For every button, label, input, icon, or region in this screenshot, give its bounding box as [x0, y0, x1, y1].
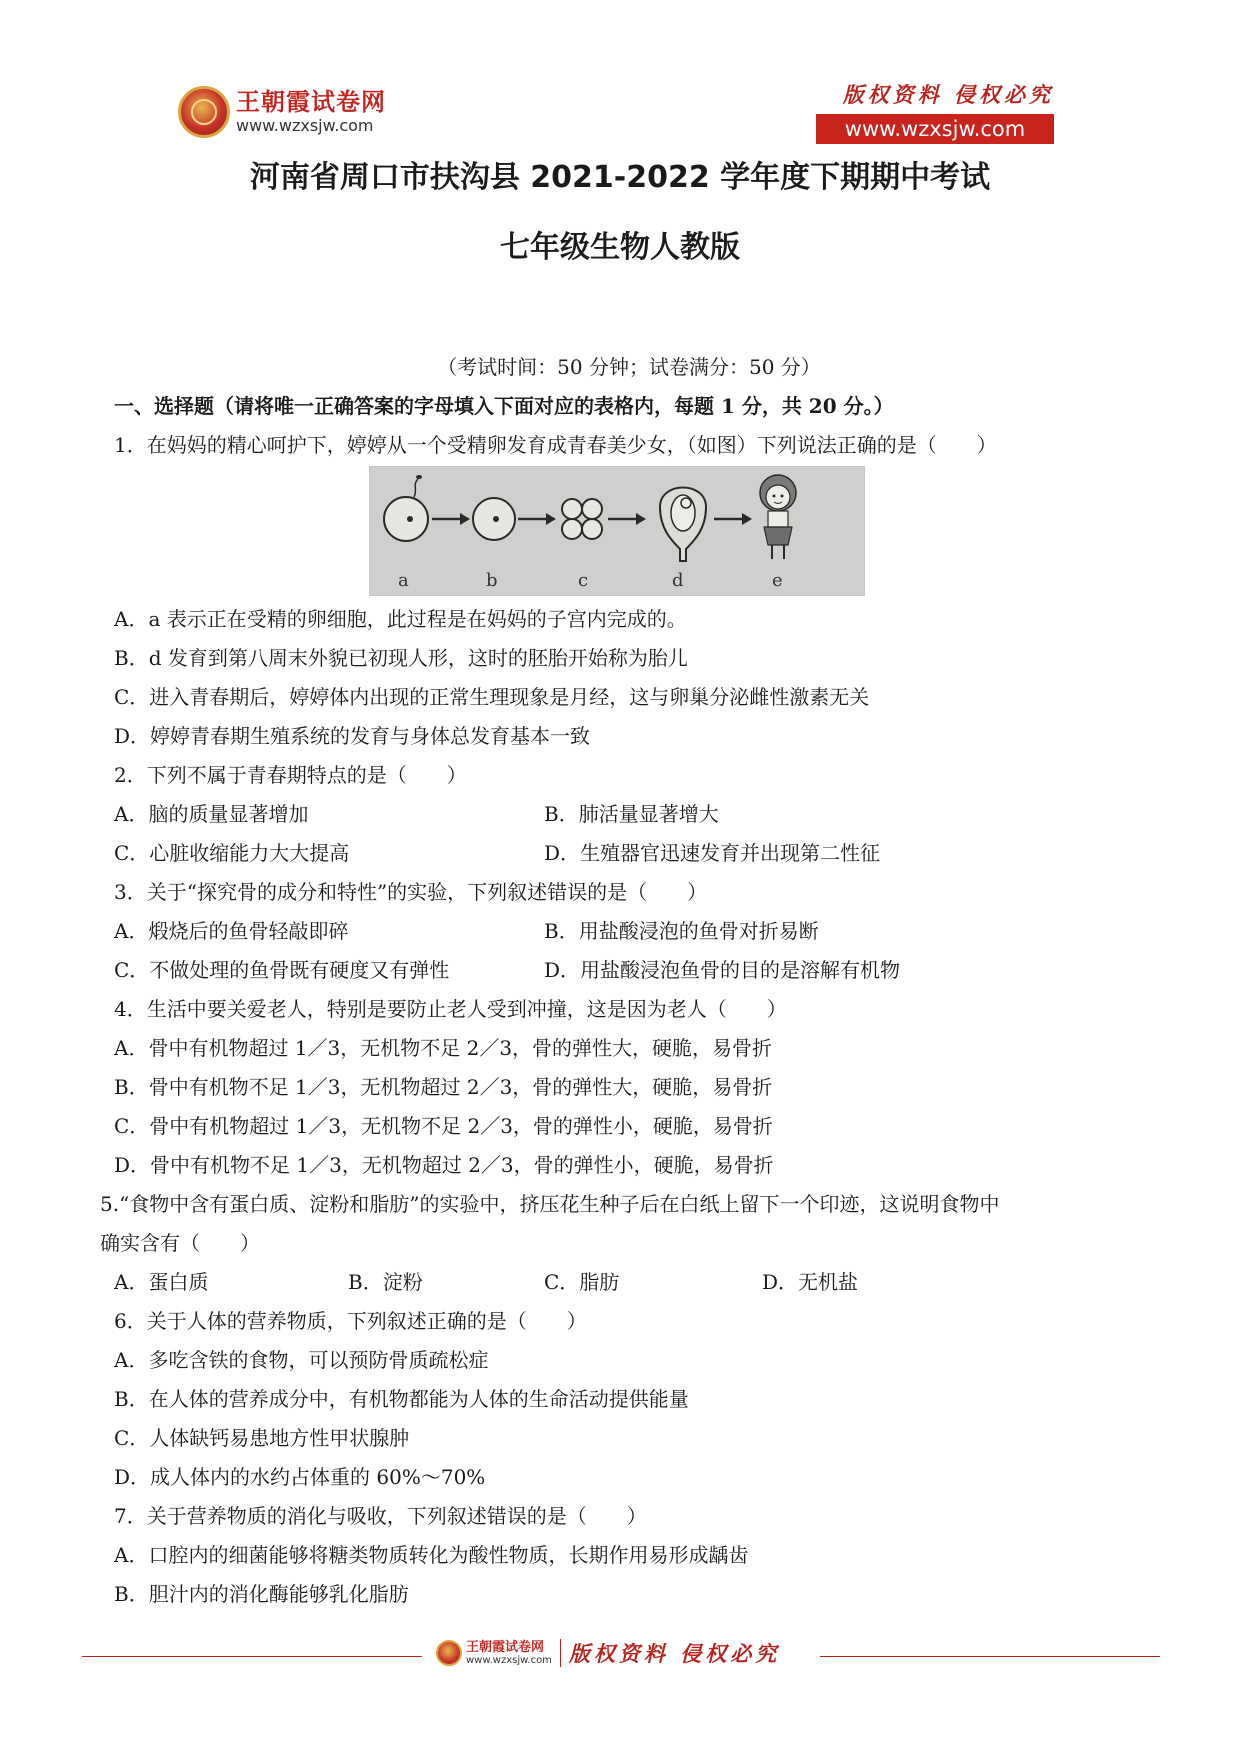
question-1-stem: 1．在妈妈的精心呵护下，婷婷从一个受精卵发育成青春美少女，（如图）下列说法正确的是（ ）	[114, 433, 997, 457]
footer-copyright: 版权资料 侵权必究	[568, 1641, 781, 1666]
question-4-option-c: C．骨中有机物超过 1／3，无机物不足 2／3，骨的弹性小，硬脆，易骨折	[114, 1114, 773, 1138]
question-6-option-a: A．多吃含铁的食物，可以预防骨质疏松症	[114, 1348, 489, 1372]
question-6-option-b: B．在人体的营养成分中，有机物都能为人体的生命活动提供能量	[114, 1387, 689, 1411]
development-figure	[369, 466, 865, 596]
copyright-notice: 版权资料 侵权必究	[842, 82, 1054, 107]
question-2-option-d: D．生殖器官迅速发育并出现第二性征	[544, 841, 881, 865]
page-footer	[0, 1636, 1240, 1676]
question-1-option-c: C．进入青春期后，婷婷体内出现的正常生理现象是月经，这与卵巢分泌雌性激素无关	[114, 685, 870, 709]
footer-separator	[560, 1639, 561, 1667]
footer-divider-right	[820, 1656, 1160, 1657]
footer-emblem-icon	[436, 1640, 462, 1666]
question-2-options-row-1	[114, 795, 1144, 834]
figure-label-e: e	[772, 570, 783, 591]
question-6-stem: 6．关于人体的营养物质，下列叙述正确的是（ ）	[114, 1309, 587, 1333]
figure-stage-b	[473, 498, 515, 540]
question-7-option-b: B．胆汁内的消化酶能够乳化脂肪	[114, 1582, 409, 1606]
question-5-option-d: D．无机盐	[762, 1270, 859, 1294]
question-5-stem-line-1: 5.“食物中含有蛋白质、淀粉和脂肪”的实验中，挤压花生种子后在白纸上留下一个印迹，这说明食物中	[100, 1192, 1000, 1216]
question-1-option-b: B．d 发育到第八周末外貌已初现人形，这时的胚胎开始称为胎儿	[114, 646, 688, 670]
question-5-stem-line-2: 确实含有（ ）	[100, 1231, 260, 1255]
question-2-option-b: B．肺活量显著增大	[544, 802, 719, 826]
exam-info: （考试时间：50 分钟；试卷满分：50 分）	[437, 355, 821, 379]
question-5-options-row	[114, 1263, 1144, 1302]
logo-url[interactable]: www.wzxsjw.com	[236, 116, 374, 135]
question-6-option-d: D．成人体内的水约占体重的 60%～70%	[114, 1465, 486, 1489]
question-3-option-b: B．用盐酸浸泡的鱼骨对折易断	[544, 919, 819, 943]
question-1-option-d: D．婷婷青春期生殖系统的发育与身体总发育基本一致	[114, 724, 591, 748]
figure-label-b: b	[486, 570, 498, 591]
question-4-stem: 4．生活中要关爱老人，特别是要防止老人受到冲撞，这是因为老人（ ）	[114, 997, 787, 1021]
figure-stage-c	[562, 499, 602, 539]
section-heading: 一、选择题（请将唯一正确答案的字母填入下面对应的表格内，每题 1 分，共 20 分。）	[114, 394, 894, 418]
question-4-option-a: A．骨中有机物超过 1／3，无机物不足 2／3，骨的弹性大，硬脆，易骨折	[114, 1036, 773, 1060]
exam-content	[100, 348, 1144, 1614]
question-2-option-a: A．脑的质量显著增加	[114, 802, 309, 826]
exam-title: 河南省周口市扶沟县 2021-2022 学年度下期期中考试	[249, 160, 991, 195]
question-5-option-a: A．蛋白质	[114, 1270, 209, 1294]
question-7-option-a: A．口腔内的细菌能够将糖类物质转化为酸性物质，长期作用易形成龋齿	[114, 1543, 749, 1567]
question-3-stem: 3．关于“探究骨的成分和特性”的实验，下列叙述错误的是（ ）	[114, 880, 708, 904]
url-banner[interactable]: www.wzxsjw.com	[816, 114, 1054, 144]
figure-label-d: d	[672, 570, 684, 591]
figure-stage-a	[384, 475, 428, 541]
logo-name: 王朝霞试卷网	[236, 88, 386, 116]
question-7-stem: 7．关于营养物质的消化与吸收，下列叙述错误的是（ ）	[114, 1504, 647, 1528]
exam-subtitle: 七年级生物人教版	[500, 230, 740, 265]
question-4-option-b: B．骨中有机物不足 1／3，无机物超过 2／3，骨的弹性大，硬脆，易骨折	[114, 1075, 773, 1099]
question-4-option-d: D．骨中有机物不足 1／3，无机物超过 2／3，骨的弹性小，硬脆，易骨折	[114, 1153, 774, 1177]
figure-stage-d	[660, 488, 706, 562]
page-header	[0, 78, 1240, 148]
question-5-option-c: C．脂肪	[544, 1270, 620, 1294]
question-2-stem: 2．下列不属于青春期特点的是（ ）	[114, 763, 467, 787]
question-3-options-row-2	[114, 951, 1144, 990]
question-2-option-c: C．心脏收缩能力大大提高	[114, 841, 350, 865]
question-6-option-c: C．人体缺钙易患地方性甲状腺肿	[114, 1426, 410, 1450]
question-2-options-row-2	[114, 834, 1144, 873]
footer-divider-left	[82, 1656, 422, 1657]
copyright-block	[816, 82, 1054, 144]
question-3-options-row-1	[114, 912, 1144, 951]
site-logo[interactable]	[178, 86, 386, 138]
question-3-option-a: A．煅烧后的鱼骨轻敲即碎	[114, 919, 349, 943]
logo-emblem-icon	[178, 86, 230, 138]
question-1-option-a: A．a 表示正在受精的卵细胞，此过程是在妈妈的子宫内完成的。	[114, 607, 687, 631]
question-5-option-b: B．淀粉	[348, 1270, 423, 1294]
question-3-option-d: D．用盐酸浸泡鱼骨的目的是溶解有机物	[544, 958, 901, 982]
footer-logo-name: 王朝霞试卷网	[466, 1639, 545, 1655]
figure-label-c: c	[578, 570, 589, 591]
development-diagram	[370, 467, 864, 595]
footer-logo[interactable]	[436, 1638, 780, 1668]
figure-stage-e	[760, 475, 796, 559]
figure-label-a: a	[398, 570, 409, 591]
question-3-option-c: C．不做处理的鱼骨既有硬度又有弹性	[114, 958, 450, 982]
footer-logo-url[interactable]: www.wzxsjw.com	[466, 1654, 552, 1666]
